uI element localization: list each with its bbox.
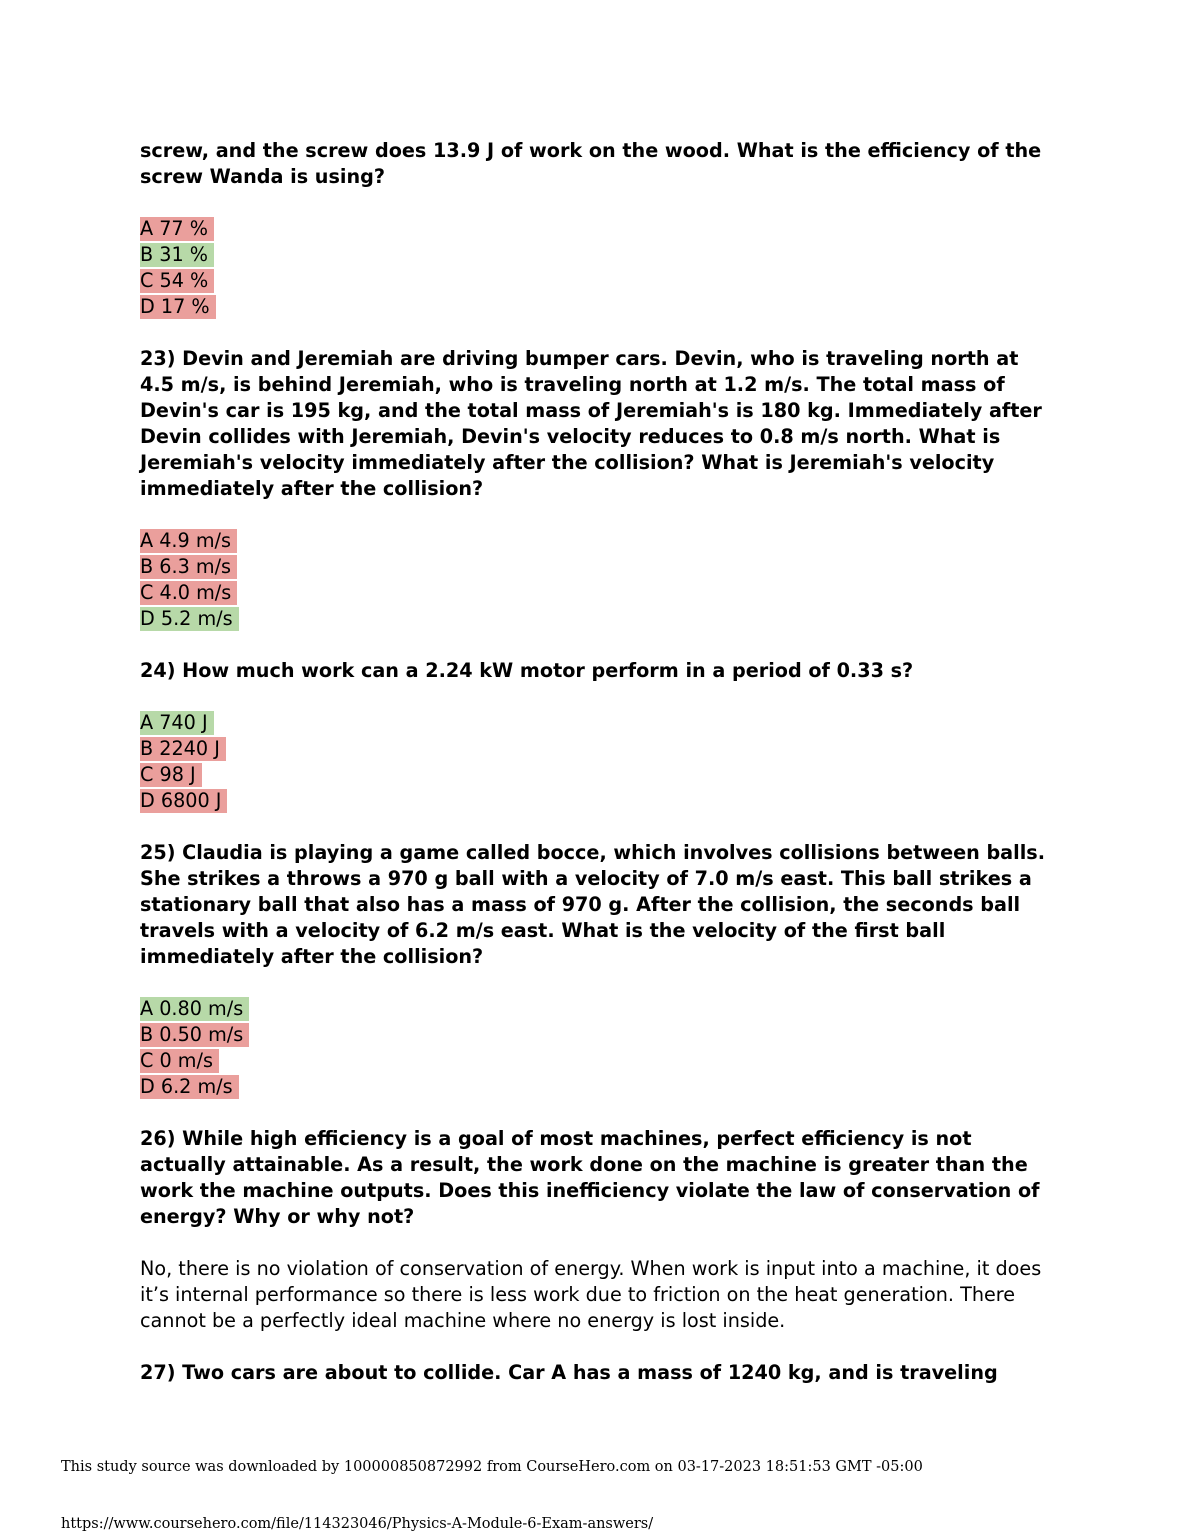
option-b: B 31 % bbox=[140, 242, 1055, 268]
question-24-options bbox=[140, 710, 1055, 814]
option-c: C 98 J bbox=[140, 762, 1055, 788]
question-22-options bbox=[140, 216, 1055, 320]
option-c: C 4.0 m/s bbox=[140, 580, 1055, 606]
question-27-text: 27) Two cars are about to collide. Car A has a mass of 1240 kg, and is traveling bbox=[140, 1361, 998, 1384]
option-a: A 0.80 m/s bbox=[140, 996, 1055, 1022]
option-c: C 0 m/s bbox=[140, 1048, 1055, 1074]
question-24-text: 24) How much work can a 2.24 kW motor perform in a period of 0.33 s? bbox=[140, 659, 914, 682]
option-d: D 17 % bbox=[140, 294, 1055, 320]
question-23-options bbox=[140, 528, 1055, 632]
source-url[interactable]: https://www.coursehero.com/file/114323046/Physics-A-Module-6-Exam-answers/ bbox=[61, 1516, 654, 1532]
option-b: B 6.3 m/s bbox=[140, 554, 1055, 580]
question-26-answer: No, there is no violation of conservation of energy. When work is input into a machine, it does it’s internal performance so there is less work due to friction on the heat generation. There cannot be a perfectly ideal machine where no energy is lost inside. bbox=[140, 1257, 1042, 1332]
question-26-text: 26) While high efficiency is a goal of most machines, perfect efficiency is not actually attainable. As a result, the work done on the machine is greater than the work the machine outputs. Does this inefficiency violate the law of conservation of energy? Why or why not? bbox=[140, 1127, 1040, 1228]
option-c: C 54 % bbox=[140, 268, 1055, 294]
option-a: A 4.9 m/s bbox=[140, 528, 1055, 554]
option-a: A 77 % bbox=[140, 216, 1055, 242]
option-d: D 6800 J bbox=[140, 788, 1055, 814]
option-b: B 2240 J bbox=[140, 736, 1055, 762]
option-d: D 5.2 m/s bbox=[140, 606, 1055, 632]
option-b: B 0.50 m/s bbox=[140, 1022, 1055, 1048]
question-22-text: screw, and the screw does 13.9 J of work on the wood. What is the efficiency of the screw Wanda is using? bbox=[140, 139, 1042, 188]
question-25-text: 25) Claudia is playing a game called bocce, which involves collisions between balls. She strikes a throws a 970 g ball with a velocity of 7.0 m/s east. This ball strikes a stationary ball that also has a mass of 970 g. After the collision, the seconds ball travels with a velocity of 6.2 m/s east. What is the velocity of the first ball immediately after the collision? bbox=[140, 841, 1045, 968]
option-a: A 740 J bbox=[140, 710, 1055, 736]
option-d: D 6.2 m/s bbox=[140, 1074, 1055, 1100]
exam-content bbox=[140, 138, 1055, 1386]
download-notice: This study source was downloaded by 100000850872992 from CourseHero.com on 03-17-2023 18:51:53 GMT -05:00 bbox=[61, 1459, 923, 1475]
question-25-options bbox=[140, 996, 1055, 1100]
question-23-text: 23) Devin and Jeremiah are driving bumper cars. Devin, who is traveling north at 4.5 m/s, is behind Jeremiah, who is traveling north at 1.2 m/s. The total mass of Devin's car is 195 kg, and the total mass of Jeremiah's is 180 kg. Immediately after Devin collides with Jeremiah, Devin's velocity reduces to 0.8 m/s north. What is Jeremiah's velocity immediately after the collision? What is Jeremiah's velocity immediately after the collision? bbox=[140, 347, 1042, 500]
